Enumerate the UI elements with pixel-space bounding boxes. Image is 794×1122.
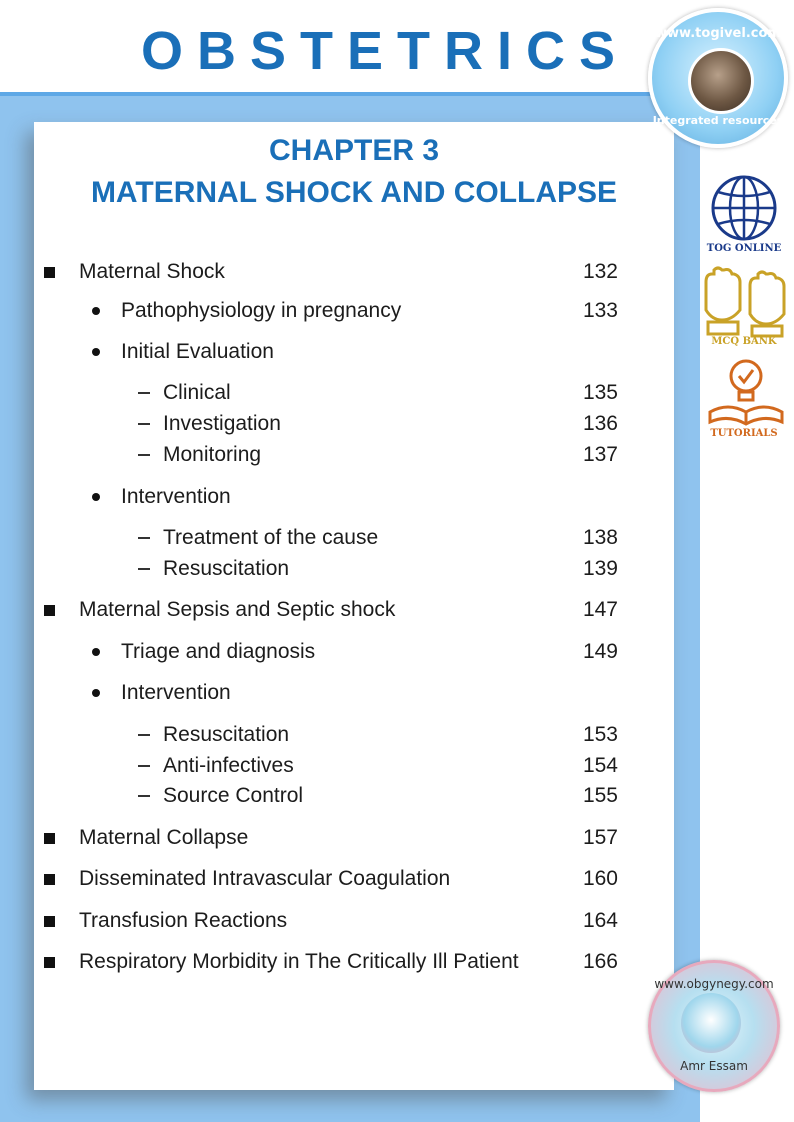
seal-bottom-text: Integrated resources <box>652 114 784 127</box>
chapter-number: CHAPTER 3 <box>268 134 440 167</box>
toc-subsection-label[interactable]: Pathophysiology in pregnancy <box>121 299 402 322</box>
square-bullet-icon <box>44 833 55 844</box>
round-bullet-icon <box>92 493 100 501</box>
dash-bullet-icon <box>138 423 150 425</box>
toc-item-label[interactable]: Clinical <box>163 381 231 404</box>
round-bullet-icon <box>92 307 100 315</box>
seal-top-text: www.togivel.com <box>655 26 781 41</box>
square-bullet-icon <box>44 605 55 616</box>
tog-online-label[interactable]: TOG ONLINE <box>706 243 782 254</box>
toc-page-number[interactable]: 166 <box>582 950 618 973</box>
dash-bullet-icon <box>138 537 150 539</box>
toc-item-label[interactable]: Anti-infectives <box>163 754 294 777</box>
toc-page-number[interactable]: 136 <box>582 412 618 435</box>
toc-page-number[interactable]: 137 <box>582 443 618 466</box>
toc-item-label[interactable]: Resuscitation <box>163 557 290 580</box>
toc-section-label[interactable]: Transfusion Reactions <box>79 909 288 932</box>
toc-page-number[interactable]: 135 <box>582 381 618 404</box>
globe-icon <box>708 172 780 244</box>
tutorials-link[interactable] <box>706 356 786 428</box>
toc-item-label[interactable]: Monitoring <box>163 443 262 466</box>
tog-online-link[interactable] <box>708 172 780 244</box>
square-bullet-icon <box>44 874 55 885</box>
dash-bullet-icon <box>138 765 150 767</box>
lightbulb-book-icon <box>706 356 786 428</box>
toc-section-label[interactable]: Respiratory Morbidity in The Critically Ill Patient <box>79 950 519 973</box>
toc-item-label[interactable]: Source Control <box>163 784 304 807</box>
toc-section-label[interactable]: Disseminated Intravascular Coagulation <box>79 867 451 890</box>
dash-bullet-icon <box>138 568 150 570</box>
toc-section-label[interactable]: Maternal Shock <box>79 260 225 283</box>
square-bullet-icon <box>44 957 55 968</box>
page-title: OBSTETRICS <box>140 21 630 81</box>
toc-page-number[interactable]: 157 <box>582 826 618 849</box>
dash-bullet-icon <box>138 392 150 394</box>
toc-page-number[interactable]: 153 <box>582 723 618 746</box>
toc-page-number[interactable]: 160 <box>582 867 618 890</box>
toc-item-label[interactable]: Treatment of the cause <box>163 526 379 549</box>
dash-bullet-icon <box>138 734 150 736</box>
raised-hands-icon <box>700 266 790 338</box>
toc-page-number[interactable]: 147 <box>582 598 618 621</box>
toc-page-number[interactable]: 139 <box>582 557 618 580</box>
toc-page-number[interactable]: 164 <box>582 909 618 932</box>
toc-section-label[interactable]: Maternal Collapse <box>79 826 249 849</box>
toc-section-label[interactable]: Maternal Sepsis and Septic shock <box>79 598 396 621</box>
mcq-bank-label[interactable]: MCQ BANK <box>711 336 777 347</box>
toc-subsection-label[interactable]: Initial Evaluation <box>121 340 274 363</box>
square-bullet-icon <box>44 267 55 278</box>
toc-subsection-label[interactable]: Triage and diagnosis <box>121 640 316 663</box>
mother-baby-icon <box>681 993 741 1053</box>
toc-page-number[interactable]: 155 <box>582 784 618 807</box>
round-bullet-icon <box>92 648 100 656</box>
seal-photo-icon <box>688 48 754 114</box>
square-bullet-icon <box>44 916 55 927</box>
toc-item-label[interactable]: Resuscitation <box>163 723 290 746</box>
round-bullet-icon <box>92 348 100 356</box>
togivel-seal[interactable] <box>648 8 788 148</box>
obgynegy-seal[interactable] <box>648 960 780 1092</box>
seal2-bottom-text: Amr Essam <box>680 1059 748 1073</box>
toc-subsection-label[interactable]: Intervention <box>121 681 231 704</box>
seal2-top-text: www.obgynegy.com <box>654 977 774 991</box>
round-bullet-icon <box>92 689 100 697</box>
dash-bullet-icon <box>138 795 150 797</box>
mcq-bank-link[interactable] <box>700 266 790 338</box>
tutorials-label[interactable]: TUTORIALS <box>710 428 778 439</box>
toc-page-number[interactable]: 149 <box>582 640 618 663</box>
dash-bullet-icon <box>138 454 150 456</box>
toc-page-number[interactable]: 138 <box>582 526 618 549</box>
toc-page-number[interactable]: 132 <box>582 260 618 283</box>
toc-page-number[interactable]: 154 <box>582 754 618 777</box>
toc-subsection-label[interactable]: Intervention <box>121 485 231 508</box>
toc-item-label[interactable]: Investigation <box>163 412 281 435</box>
chapter-title: MATERNAL SHOCK AND COLLAPSE <box>90 176 618 209</box>
toc-page-number[interactable]: 133 <box>582 299 618 322</box>
